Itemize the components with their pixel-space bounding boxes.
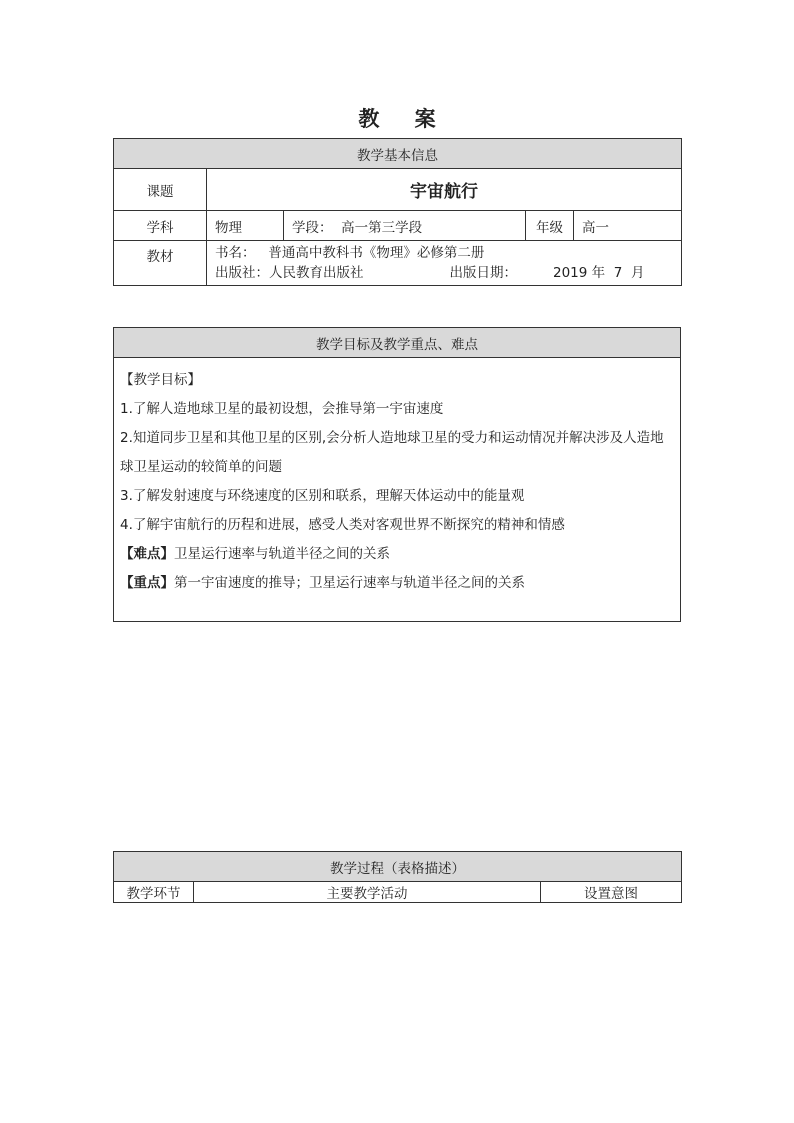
objective-item-2: 2.知道同步卫星和其他卫星的区别,会分析人造地球卫星的受力和运动情况并解决涉及人造地球卫星运动的较简单的问题 [120,430,664,475]
objective-item-3: 3.了解发射速度与环绕速度的区别和联系，理解天体运动中的能量观 [120,488,525,504]
year-unit: 年 [591,265,606,281]
process-column-header: 主要教学活动 [194,882,541,903]
process-table [113,851,682,903]
process-header: 教学过程（表格描述） [114,852,682,882]
book-value: 普通高中教科书《物理》必修第二册 [268,245,485,261]
goals-heading: 【教学目标】 [120,372,201,388]
basic-info-header: 教学基本信息 [114,139,682,169]
process-column-header: 设置意图 [541,882,682,903]
book-label: 书名： [215,245,256,261]
pubdate-label: 出版日期： [449,265,517,281]
grade-value: 高一 [574,211,682,241]
month-unit: 月 [630,265,645,281]
subject-label: 学科 [114,211,207,241]
publisher-line [215,263,673,283]
book-line [215,243,673,263]
publisher-label: 出版社： [215,265,269,281]
topic-value: 宇宙航行 [207,169,682,211]
stage-label: 学段： [292,219,333,236]
topic-label: 课题 [114,169,207,211]
objective-item-4: 4.了解宇宙航行的历程和进展，感受人类对客观世界不断探究的精神和情感 [120,517,565,533]
key-line [120,569,674,598]
basic-info-table [113,138,682,286]
difficulty-text: 卫星运行速率与轨道半径之间的关系 [174,546,390,562]
difficulty-label: 【难点】 [120,546,174,562]
objectives-body [114,358,681,622]
material-cell [207,241,682,286]
stage-cell [284,211,526,241]
objective-item-1: 1.了解人造地球卫星的最初设想，会推导第一宇宙速度 [120,401,444,417]
stage-value: 高一第三学段 [341,219,423,236]
objectives-table [113,327,681,622]
pubdate-month: 7 [613,265,623,281]
key-text: 第一宇宙速度的推导；卫星运行速率与轨道半径之间的关系 [174,575,525,591]
publisher-value: 人民教育出版社 [269,265,364,281]
document-title: 教 案 [358,107,450,131]
objectives-header: 教学目标及教学重点、难点 [114,328,681,358]
grade-label: 年级 [526,211,574,241]
subject-value: 物理 [207,211,284,241]
material-label: 教材 [114,241,207,286]
process-column-header: 教学环节 [114,882,194,903]
pubdate-year: 2019 [553,265,588,281]
key-label: 【重点】 [120,575,174,591]
difficulty-line [120,540,674,569]
